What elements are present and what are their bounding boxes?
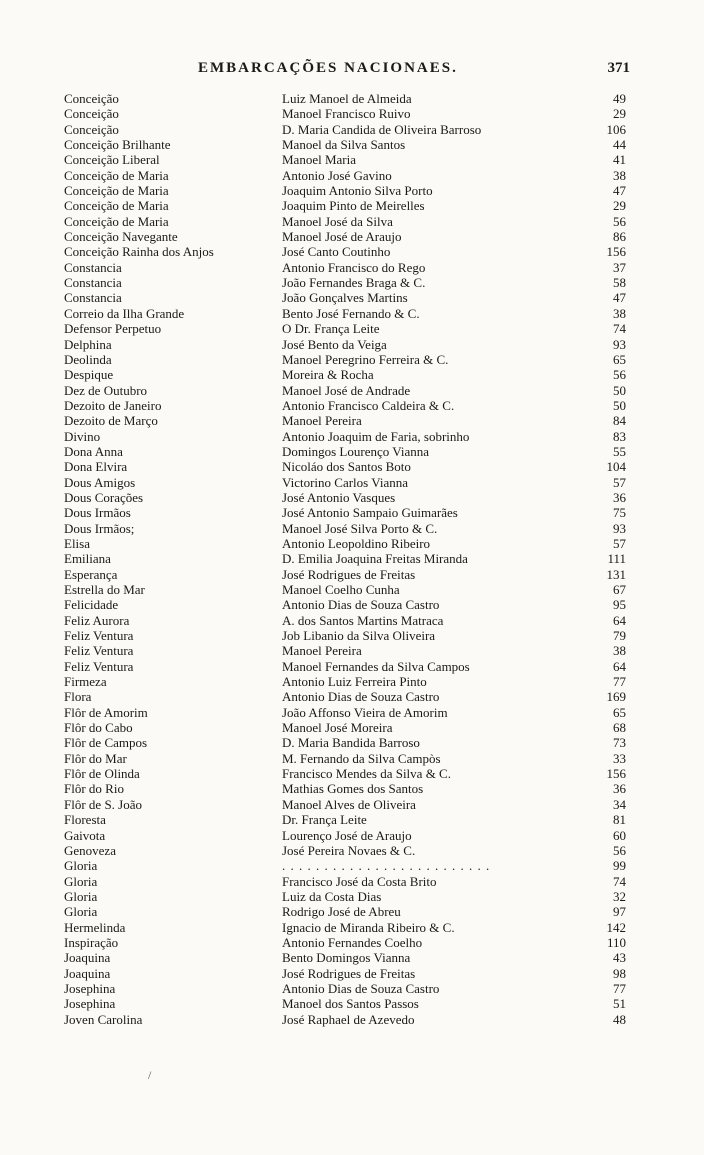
- owner-name: Antonio Francisco do Rego: [282, 259, 426, 275]
- owner-name: José Pereira Novaes & C.: [282, 842, 416, 858]
- ship-name: Conceição: [64, 106, 119, 122]
- ship-name: Flora: [64, 689, 92, 705]
- ship-name: Firmeza: [64, 674, 107, 690]
- ship-name: Divino: [64, 428, 101, 444]
- table-row: [0, 444, 704, 459]
- owner-name: José Antonio Vasques: [282, 489, 396, 505]
- ship-name: Dous Irmãos: [64, 505, 131, 521]
- owner-name: D. Emilia Joaquina Freitas Miranda: [282, 551, 468, 567]
- ship-name: Josephina: [64, 996, 116, 1012]
- owner-name: Nicoláo dos Santos Boto: [282, 459, 411, 475]
- tonnage: 74: [613, 321, 626, 337]
- table-row: [0, 337, 704, 352]
- table-row: [0, 582, 704, 597]
- table-row: [0, 505, 704, 520]
- ship-name: Flôr de Amorim: [64, 704, 148, 720]
- tonnage: 29: [613, 198, 626, 214]
- ship-name: Despique: [64, 367, 114, 383]
- owner-name: Victorino Carlos Vianna: [282, 474, 409, 490]
- tonnage: 32: [613, 888, 626, 904]
- ship-name: Emiliana: [64, 551, 111, 567]
- ship-name: Conceição de Maria: [64, 213, 169, 229]
- owner-name: Lourenço José de Araujo: [282, 827, 412, 843]
- tonnage: 68: [613, 720, 626, 736]
- owner-name: Manoel Coelho Cunha: [282, 582, 400, 597]
- tonnage: 56: [613, 367, 626, 383]
- owner-name: Antonio Joaquim de Faria, sobrinho: [282, 428, 470, 444]
- table-row: [0, 950, 704, 965]
- owner-name: Ignacio de Miranda Ribeiro & C.: [282, 919, 455, 935]
- table-row: [0, 383, 704, 398]
- ship-name: Flôr de Campos: [64, 735, 148, 751]
- table-row: [0, 244, 704, 259]
- table-row: [0, 91, 704, 106]
- owner-name: Antonio José Gavino: [282, 167, 392, 183]
- ship-name: Gloria: [64, 888, 98, 904]
- owner-name: Antonio Dias de Souza Castro: [282, 597, 440, 613]
- table-row: [0, 996, 704, 1011]
- table-row: [0, 168, 704, 183]
- table-row: [0, 966, 704, 981]
- owner-name: Manoel José de Andrade: [282, 382, 411, 398]
- ship-name: Gloria: [64, 873, 98, 889]
- ship-name: Estrella do Mar: [64, 582, 145, 597]
- owner-name: Manoel Alves de Oliveira: [282, 796, 416, 812]
- tonnage: 48: [613, 1011, 626, 1027]
- table-row: [0, 551, 704, 566]
- table-row: [0, 935, 704, 950]
- tonnage: 67: [613, 582, 626, 597]
- tonnage: 93: [613, 520, 626, 536]
- table-row: [0, 567, 704, 582]
- table-row: [0, 843, 704, 858]
- ship-name: Flôr do Cabo: [64, 720, 133, 736]
- tonnage: 75: [613, 505, 626, 521]
- ship-name: Gaivota: [64, 827, 106, 843]
- ship-name: Feliz Ventura: [64, 658, 134, 674]
- ship-name: Josephina: [64, 980, 116, 996]
- tonnage: 36: [613, 489, 626, 505]
- owner-name: Antonio Fernandes Coelho: [282, 934, 423, 950]
- ship-name: Genoveza: [64, 842, 116, 858]
- table-row: [0, 766, 704, 781]
- owner-name: Manoel Pereira: [282, 643, 362, 659]
- table-row: [0, 674, 704, 689]
- tonnage: 33: [613, 750, 626, 766]
- tonnage: 93: [613, 336, 626, 352]
- table-row: [0, 781, 704, 796]
- tonnage: 65: [613, 351, 626, 367]
- owner-name: José Raphael de Azevedo: [282, 1011, 415, 1027]
- tonnage: 84: [613, 413, 626, 429]
- ship-name: Conceição de Maria: [64, 167, 169, 183]
- tonnage: 49: [613, 91, 626, 106]
- ship-name: Constancia: [64, 275, 122, 291]
- owner-name: Francisco José da Costa Brito: [282, 873, 437, 889]
- table-row: [0, 751, 704, 766]
- tonnage: 142: [606, 919, 626, 935]
- tonnage: 34: [613, 796, 626, 812]
- tonnage: 58: [613, 275, 626, 291]
- tonnage: 38: [613, 305, 626, 321]
- tonnage: 44: [613, 137, 626, 153]
- owner-name: Antonio Francisco Caldeira & C.: [282, 397, 455, 413]
- ship-name: Flôr de S. João: [64, 796, 142, 812]
- tonnage: 38: [613, 643, 626, 659]
- table-row: [0, 920, 704, 935]
- table-row: [0, 137, 704, 152]
- owner-name: Manoel José da Silva: [282, 213, 393, 229]
- table-row: [0, 275, 704, 290]
- table-row: [0, 797, 704, 812]
- ship-name: Conceição Brilhante: [64, 137, 171, 153]
- owner-name: D. Maria Candida de Oliveira Barroso: [282, 121, 482, 137]
- tonnage: 106: [606, 121, 626, 137]
- tonnage: 55: [613, 443, 626, 459]
- ship-name: Hermelinda: [64, 919, 126, 935]
- table-row: [0, 735, 704, 750]
- ship-name: Dona Anna: [64, 443, 123, 459]
- tonnage: 83: [613, 428, 626, 444]
- table-row: [0, 214, 704, 229]
- owner-name: Manoel Francisco Ruivo: [282, 106, 411, 122]
- owner-name: Antonio Leopoldino Ribeiro: [282, 535, 431, 551]
- table-row: [0, 260, 704, 275]
- owner-name: Mathias Gomes dos Santos: [282, 781, 424, 797]
- owner-name: Manoel José Moreira: [282, 720, 393, 736]
- tonnage: 111: [607, 551, 626, 567]
- ship-name: Gloria: [64, 904, 98, 920]
- owner-name: Moreira & Rocha: [282, 367, 374, 383]
- tonnage: 50: [613, 382, 626, 398]
- ship-name: Feliz Ventura: [64, 628, 134, 644]
- table-row: [0, 290, 704, 305]
- tonnage: 56: [613, 842, 626, 858]
- ship-name: Felicidade: [64, 597, 119, 613]
- ship-name: Esperança: [64, 566, 118, 582]
- ship-register-table: [0, 91, 704, 1027]
- table-row: [0, 628, 704, 643]
- ship-name: Constancia: [64, 290, 122, 306]
- table-row: [0, 229, 704, 244]
- tonnage: 47: [613, 183, 626, 199]
- table-row: [0, 904, 704, 919]
- owner-name: Joaquim Antonio Silva Porto: [282, 183, 433, 199]
- tonnage: 73: [613, 735, 626, 751]
- table-row: [0, 981, 704, 996]
- owner-name: José Rodrigues de Freitas: [282, 566, 416, 582]
- tonnage: 95: [613, 597, 626, 613]
- table-row: [0, 459, 704, 474]
- tonnage: 38: [613, 167, 626, 183]
- tonnage: 60: [613, 827, 626, 843]
- table-row: [0, 705, 704, 720]
- tonnage: 99: [613, 858, 626, 874]
- tonnage: 37: [613, 259, 626, 275]
- tonnage: 156: [606, 766, 626, 782]
- owner-name: José Antonio Sampaio Guimarães: [282, 505, 458, 521]
- table-row: [0, 321, 704, 336]
- tonnage: 131: [606, 566, 626, 582]
- owner-name: Manoel Peregrino Ferreira & C.: [282, 351, 449, 367]
- tonnage: 36: [613, 781, 626, 797]
- table-row: [0, 306, 704, 321]
- tonnage: 74: [613, 873, 626, 889]
- ship-name: Constancia: [64, 259, 122, 275]
- tonnage: 41: [613, 152, 626, 168]
- ship-name: Feliz Ventura: [64, 643, 134, 659]
- tonnage: 29: [613, 106, 626, 122]
- tonnage: 47: [613, 290, 626, 306]
- tonnage: 104: [606, 459, 626, 475]
- table-row: [0, 398, 704, 413]
- ship-name: Correio da Ilha Grande: [64, 305, 185, 321]
- tonnage: 77: [613, 674, 626, 690]
- ship-name: Dous Irmãos;: [64, 520, 135, 536]
- ship-name: Gloria: [64, 858, 98, 874]
- table-row: [0, 521, 704, 536]
- stray-mark: /: [148, 1068, 152, 1082]
- table-row: [0, 613, 704, 628]
- owner-name: José Rodrigues de Freitas: [282, 965, 416, 981]
- ship-name: Dezoito de Março: [64, 413, 158, 429]
- owner-name: José Bento da Veiga: [282, 336, 387, 352]
- table-row: [0, 198, 704, 213]
- owner-name: Manoel Maria: [282, 152, 357, 168]
- table-row: [0, 812, 704, 827]
- owner-name: Bento Domingos Vianna: [282, 950, 411, 966]
- tonnage: 64: [613, 658, 626, 674]
- ship-name: Conceição: [64, 91, 119, 106]
- owner-name: Manoel José de Araujo: [282, 229, 402, 245]
- page-number: 371: [607, 60, 630, 76]
- table-row: [0, 659, 704, 674]
- table-row: [0, 858, 704, 873]
- table-row: [0, 828, 704, 843]
- ship-name: Dona Elvira: [64, 459, 128, 475]
- ship-name: Conceição de Maria: [64, 183, 169, 199]
- ship-name: Dez de Outubro: [64, 382, 148, 398]
- owner-name: . . . . . . . . . . . . . . . . . . . . . . . . .: [282, 858, 491, 874]
- table-row: [0, 597, 704, 612]
- ship-name: Inspiração: [64, 934, 119, 950]
- table-row: [0, 874, 704, 889]
- tonnage: 57: [613, 535, 626, 551]
- tonnage: 110: [606, 934, 626, 950]
- ship-name: Defensor Perpetuo: [64, 321, 162, 337]
- tonnage: 64: [613, 612, 626, 628]
- owner-name: Manoel Fernandes da Silva Campos: [282, 658, 470, 674]
- tonnage: 56: [613, 213, 626, 229]
- owner-name: Antonio Dias de Souza Castro: [282, 980, 440, 996]
- table-row: [0, 720, 704, 735]
- tonnage: 156: [606, 244, 626, 260]
- ship-name: Elisa: [64, 535, 90, 551]
- page-title: EMBARCAÇÕES NACIONAES.: [198, 60, 458, 76]
- owner-name: João Fernandes Braga & C.: [282, 275, 426, 291]
- tonnage: 98: [613, 965, 626, 981]
- owner-name: Rodrigo José de Abreu: [282, 904, 401, 920]
- owner-name: Domingos Lourenço Vianna: [282, 443, 430, 459]
- tonnage: 65: [613, 704, 626, 720]
- table-row: [0, 689, 704, 704]
- tonnage: 57: [613, 474, 626, 490]
- owner-name: Luiz Manoel de Almeida: [282, 91, 412, 106]
- table-row: [0, 475, 704, 490]
- page-header: [0, 60, 704, 84]
- ship-name: Joaquina: [64, 965, 111, 981]
- table-row: [0, 429, 704, 444]
- ship-name: Floresta: [64, 812, 106, 828]
- table-row: [0, 367, 704, 382]
- table-row: [0, 1012, 704, 1027]
- owner-name: O Dr. França Leite: [282, 321, 380, 337]
- table-row: [0, 152, 704, 167]
- ship-name: Dous Corações: [64, 489, 144, 505]
- table-row: [0, 889, 704, 904]
- owner-name: Manoel dos Santos Passos: [282, 996, 419, 1012]
- table-row: [0, 643, 704, 658]
- owner-name: Antonio Luiz Ferreira Pinto: [282, 674, 427, 690]
- ship-name: Deolinda: [64, 351, 112, 367]
- tonnage: 50: [613, 397, 626, 413]
- ship-name: Feliz Aurora: [64, 612, 130, 628]
- ship-name: Flôr de Olinda: [64, 766, 140, 782]
- ship-name: Dous Amigos: [64, 474, 136, 490]
- ship-name: Conceição Liberal: [64, 152, 160, 168]
- table-row: [0, 122, 704, 137]
- table-row: [0, 413, 704, 428]
- ship-name: Conceição de Maria: [64, 198, 169, 214]
- ship-name: Flôr do Mar: [64, 750, 127, 766]
- table-row: [0, 536, 704, 551]
- owner-name: José Canto Coutinho: [282, 244, 391, 260]
- owner-name: D. Maria Bandida Barroso: [282, 735, 420, 751]
- owner-name: Joaquim Pinto de Meirelles: [282, 198, 425, 214]
- table-row: [0, 106, 704, 121]
- owner-name: Francisco Mendes da Silva & C.: [282, 766, 451, 782]
- ship-name: Joaquina: [64, 950, 111, 966]
- owner-name: Dr. França Leite: [282, 812, 367, 828]
- tonnage: 86: [613, 229, 626, 245]
- table-row: [0, 183, 704, 198]
- owner-name: Bento José Fernando & C.: [282, 305, 420, 321]
- tonnage: 43: [613, 950, 626, 966]
- ship-name: Joven Carolina: [64, 1011, 143, 1027]
- ship-name: Flôr do Rio: [64, 781, 124, 797]
- owner-name: Manoel José Silva Porto & C.: [282, 520, 438, 536]
- table-row: [0, 490, 704, 505]
- owner-name: João Gonçalves Martins: [282, 290, 408, 306]
- ship-name: Delphina: [64, 336, 112, 352]
- owner-name: Job Libanio da Silva Oliveira: [282, 628, 436, 644]
- owner-name: M. Fernando da Silva Campòs: [282, 750, 441, 766]
- ship-name: Conceição Navegante: [64, 229, 178, 245]
- owner-name: Antonio Dias de Souza Castro: [282, 689, 440, 705]
- ship-name: Conceição Rainha dos Anjos: [64, 244, 214, 260]
- ship-name: Conceição: [64, 121, 119, 137]
- tonnage: 51: [613, 996, 626, 1012]
- tonnage: 77: [613, 980, 626, 996]
- table-row: [0, 352, 704, 367]
- tonnage: 81: [613, 812, 626, 828]
- tonnage: 169: [606, 689, 626, 705]
- ship-name: Dezoito de Janeiro: [64, 397, 162, 413]
- tonnage: 79: [613, 628, 626, 644]
- owner-name: Manoel Pereira: [282, 413, 362, 429]
- owner-name: Manoel da Silva Santos: [282, 137, 406, 153]
- owner-name: João Affonso Vieira de Amorim: [282, 704, 448, 720]
- owner-name: Luiz da Costa Dias: [282, 888, 382, 904]
- tonnage: 97: [613, 904, 626, 920]
- owner-name: A. dos Santos Martins Matraca: [282, 612, 444, 628]
